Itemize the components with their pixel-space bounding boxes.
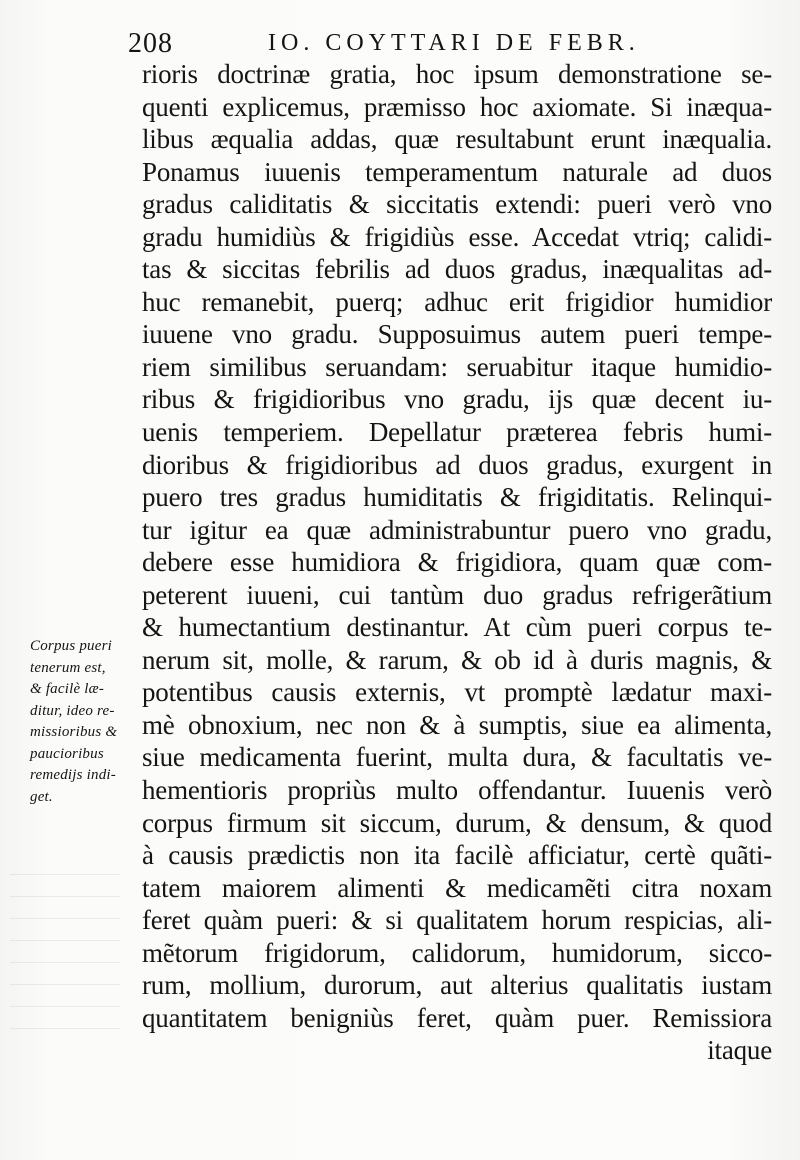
text-line: huc remanebit, puerq; adhuc erit frigidior humidior: [142, 286, 772, 317]
show-through-texture: [10, 860, 120, 1040]
text-line: uenis temperiem. Depellatur præterea febris humi-: [142, 417, 772, 448]
running-head: [128, 28, 768, 62]
running-title: IO. COYTTARI DE FEBR.: [268, 30, 640, 56]
margin-note-line: remedijs indi-: [30, 767, 116, 783]
text-line: libus æqualia addas, quæ resultabunt erunt inæqualia.: [142, 124, 772, 155]
text-line: peterent iuueni, cui tantùm duo gradus refrigerãtium: [142, 579, 772, 610]
text-line: quantitatem benigniùs feret, quàm puer. Remissiora: [142, 1002, 772, 1033]
margin-note-line: missioribus &: [30, 724, 118, 740]
text-line: ribus & frigidioribus vno gradu, ijs quæ decent iu-: [142, 384, 772, 415]
margin-note-line: ditur, ideo re-: [30, 702, 115, 719]
text-line: hementioris propriùs multo offendantur. Iuuenis verò: [142, 775, 772, 806]
text-line: puero tres gradus humiditatis & frigiditatis. Relinqui-: [142, 482, 772, 513]
text-line: quenti explicemus, præmisso hoc axiomate. Si inæqua-: [142, 91, 772, 122]
margin-note-line: paucioribus: [30, 745, 104, 762]
text-line: rum, mollium, durorum, aut alterius qualitatis iustam: [142, 970, 772, 1001]
text-line: gradu humidiùs & frigidiùs esse. Accedat vtriq; calidi-: [142, 221, 772, 252]
page-number: 208: [128, 28, 173, 59]
text-line: rioris doctrinæ gratia, hoc ipsum demonstratione se-: [142, 59, 772, 89]
text-line: Ponamus iuuenis temperamentum naturale ad duos: [142, 156, 772, 187]
margin-note-line: get.: [30, 788, 53, 805]
text-line: corpus firmum sit siccum, durum, & densum, & quod: [142, 807, 772, 838]
text-line: riem similibus seruandam: seruabitur itaque humidio-: [142, 351, 772, 382]
text-line: iuuene vno gradu. Supposuimus autem pueri tempe-: [142, 319, 772, 350]
text-line: tas & siccitas febrilis ad duos gradus, inæqualitas ad-: [142, 254, 772, 285]
marginal-note: [30, 636, 148, 808]
text-line: itaque: [707, 1035, 772, 1066]
text-line: mẽtorum frigidorum, calidorum, humidorum, sicco-: [142, 937, 772, 968]
text-line: tatem maiorem alimenti & medicamẽti citra noxam: [142, 872, 772, 903]
text-line: nerum sit, molle, & rarum, & ob id à duris magnis, &: [142, 644, 772, 675]
text-line: feret quàm pueri: & si qualitatem horum respicias, ali-: [142, 905, 772, 936]
text-line: mè obnoxium, nec non & à sumptis, siue ea alimenta,: [142, 709, 772, 740]
text-line: tur igitur ea quæ administrabuntur puero vno gradu,: [142, 514, 772, 545]
text-line: siue medicamenta fuerint, multa dura, & facultatis ve-: [142, 742, 772, 773]
margin-note-line: Corpus pueri: [30, 638, 112, 654]
text-line: à causis prædictis non ita facilè afficiatur, certè quãti-: [142, 840, 772, 871]
margin-note-line: tenerum est,: [30, 659, 106, 676]
body-text: [142, 58, 772, 1067]
text-line: dioribus & frigidioribus ad duos gradus, exurgent in: [142, 449, 772, 480]
text-line: debere esse humidiora & frigidiora, quam quæ com-: [142, 547, 772, 578]
text-line: potentibus causis externis, vt promptè lædatur maxi-: [142, 677, 772, 708]
text-line: gradus caliditatis & siccitatis extendi: pueri verò vno: [142, 189, 772, 220]
margin-note-line: & facilè læ-: [30, 681, 105, 697]
text-line: & humectantium destinantur. At cùm pueri corpus te-: [142, 612, 772, 643]
